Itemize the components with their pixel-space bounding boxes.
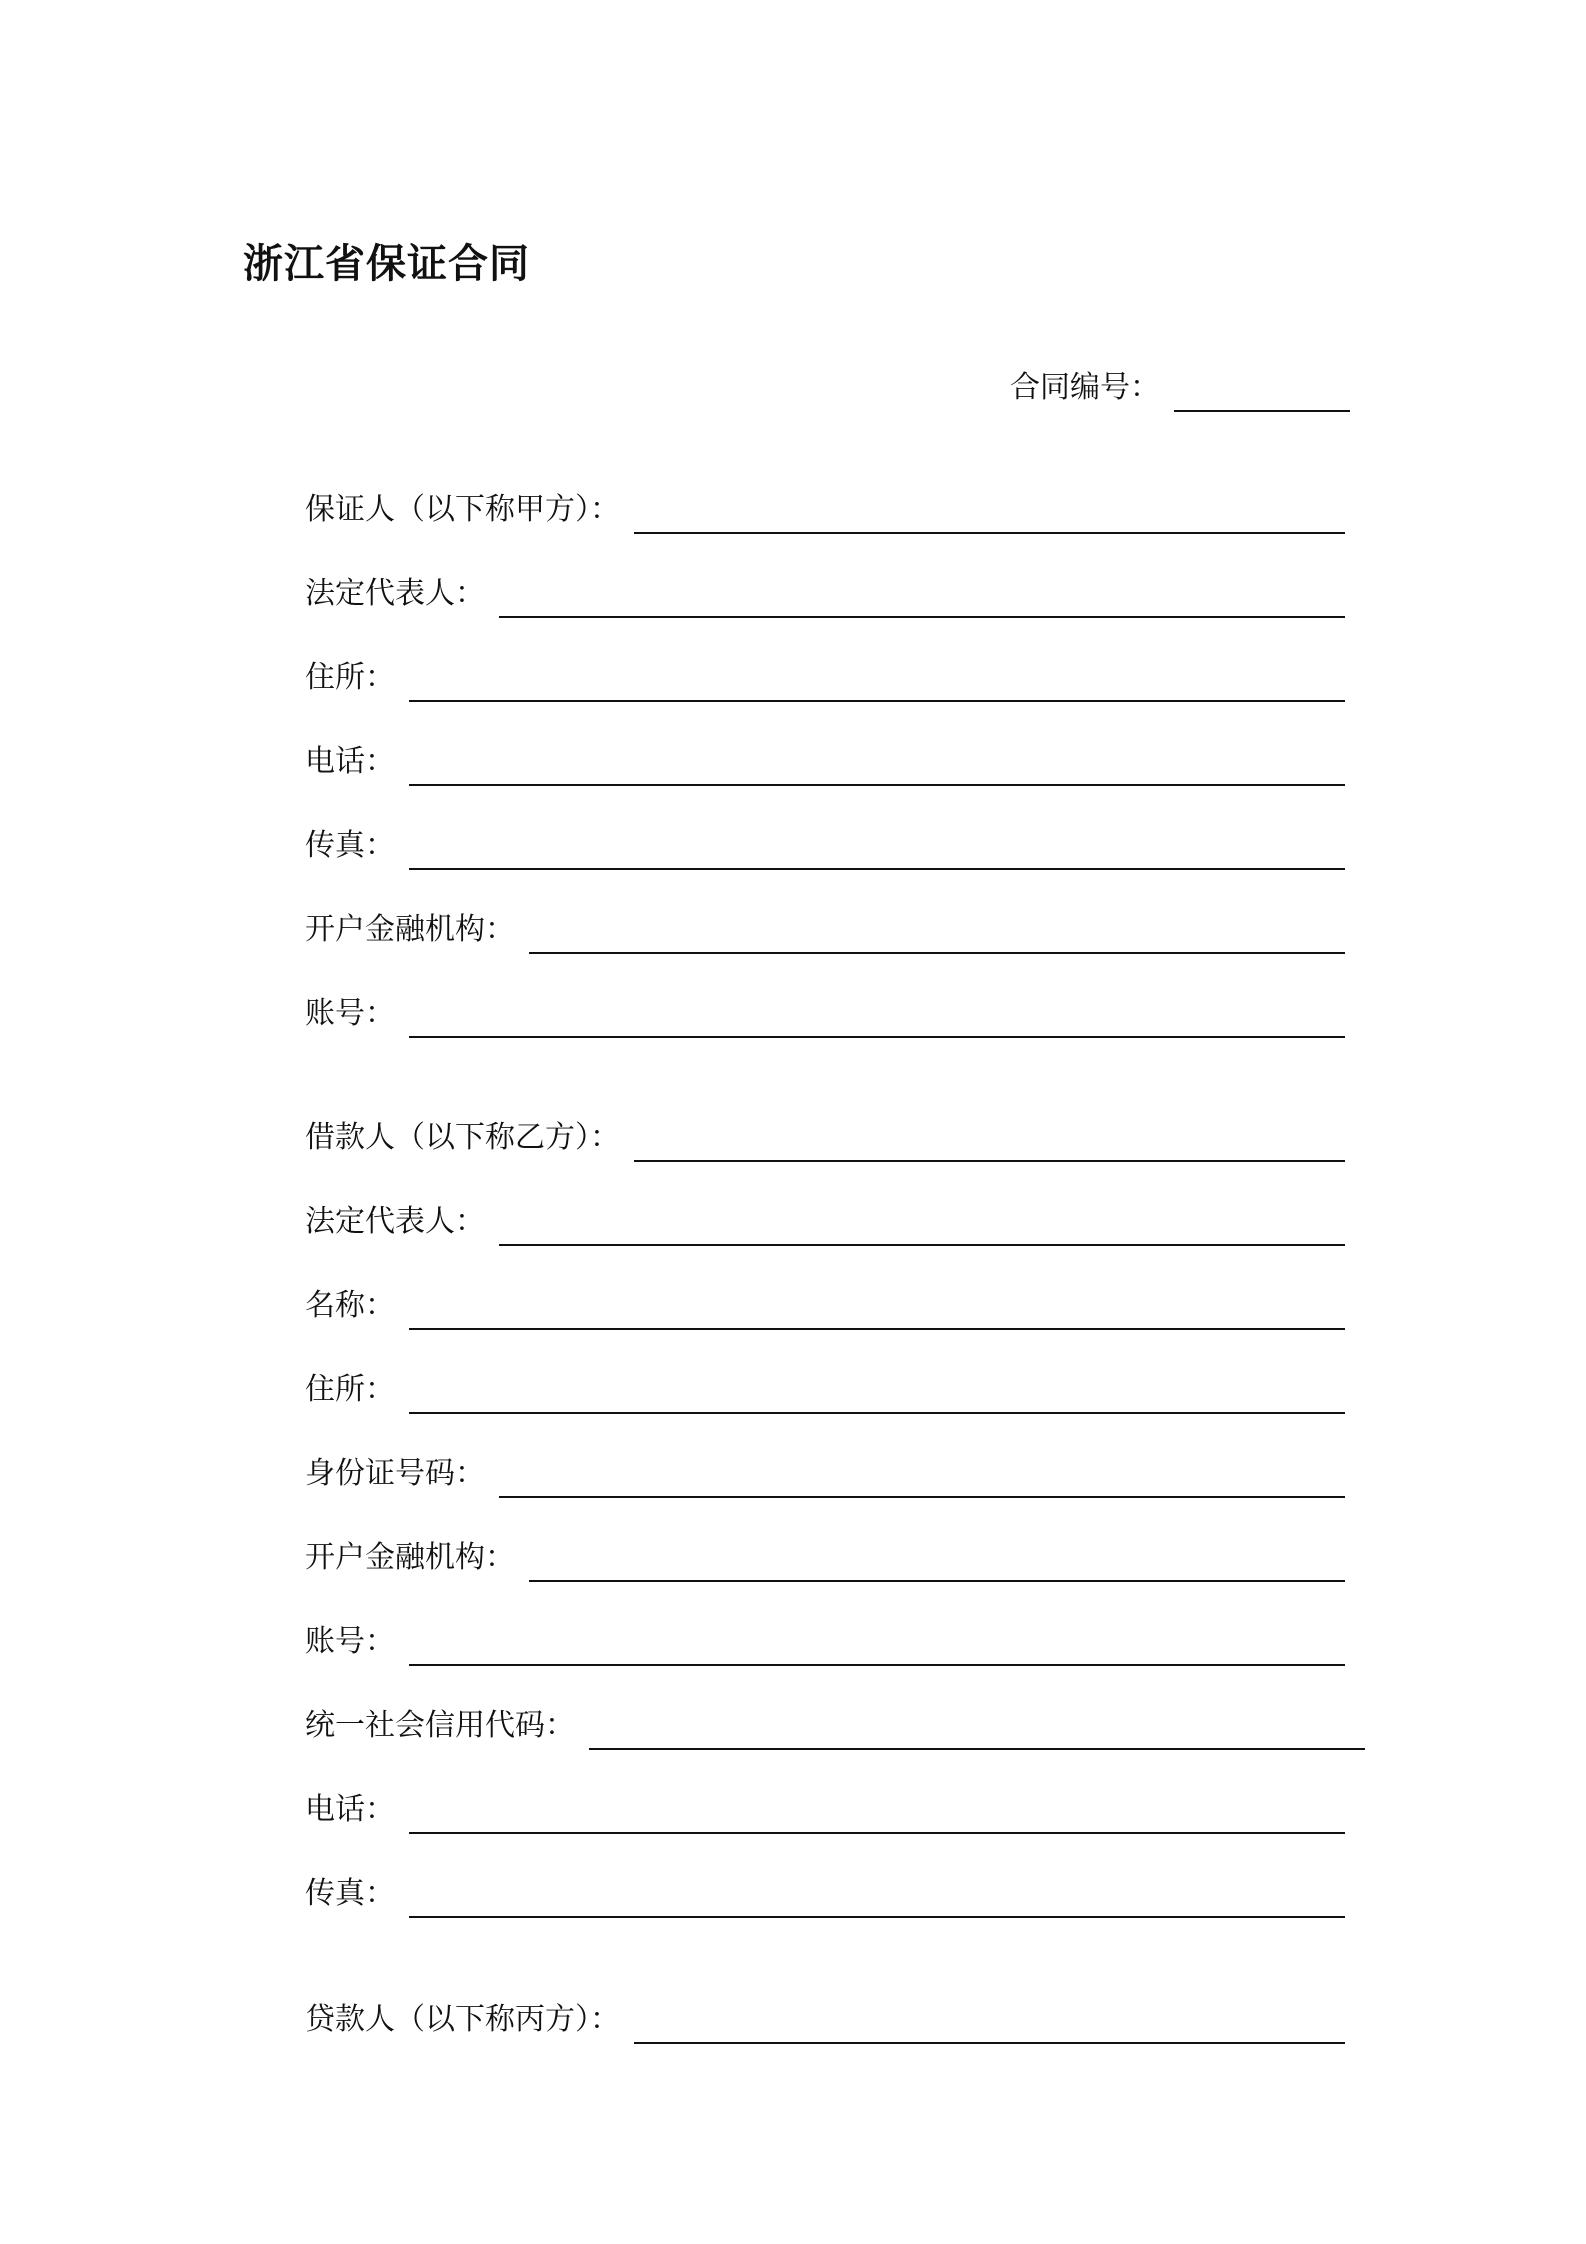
borrower-phone-label: 电话： xyxy=(305,1792,395,1827)
guarantor-address-row xyxy=(305,654,1345,702)
lender-name-blank[interactable] xyxy=(634,2042,1345,2044)
guarantor-name-blank[interactable] xyxy=(634,532,1345,534)
borrower-legal-rep-row xyxy=(305,1198,1345,1246)
borrower-fax-blank[interactable] xyxy=(409,1916,1345,1918)
borrower-name-blank[interactable] xyxy=(634,1160,1345,1162)
borrower-legal-rep-blank[interactable] xyxy=(499,1244,1345,1246)
borrower-fax-row xyxy=(305,1870,1345,1918)
borrower-address-label: 住所： xyxy=(305,1372,395,1407)
borrower-title-blank[interactable] xyxy=(409,1328,1345,1330)
borrower-legal-rep-label: 法定代表人： xyxy=(305,1204,485,1239)
guarantor-bank-label: 开户金融机构： xyxy=(305,912,515,947)
contract-number-row xyxy=(1010,364,1350,412)
borrower-title-row xyxy=(305,1282,1345,1330)
borrower-account-label: 账号： xyxy=(305,1624,395,1659)
borrower-name-row xyxy=(305,1114,1345,1162)
contract-number-label: 合同编号： xyxy=(1010,370,1160,405)
borrower-address-row xyxy=(305,1366,1345,1414)
guarantor-account-blank[interactable] xyxy=(409,1036,1345,1038)
guarantor-fax-blank[interactable] xyxy=(409,868,1345,870)
guarantor-fax-label: 传真： xyxy=(305,828,395,863)
borrower-phone-blank[interactable] xyxy=(409,1832,1345,1834)
guarantor-account-label: 账号： xyxy=(305,996,395,1031)
borrower-credit-code-blank[interactable] xyxy=(589,1748,1365,1750)
borrower-credit-code-label: 统一社会信用代码： xyxy=(305,1708,575,1743)
guarantor-phone-label: 电话： xyxy=(305,744,395,779)
contract-number-blank[interactable] xyxy=(1174,410,1350,412)
borrower-title-label: 名称： xyxy=(305,1288,395,1323)
guarantor-legal-rep-label: 法定代表人： xyxy=(305,576,485,611)
borrower-phone-row xyxy=(305,1786,1345,1834)
borrower-credit-code-row xyxy=(305,1702,1365,1750)
guarantor-name-row xyxy=(305,486,1345,534)
guarantor-bank-blank[interactable] xyxy=(529,952,1345,954)
lender-name-row xyxy=(305,1996,1345,2044)
borrower-id-number-label: 身份证号码： xyxy=(305,1456,485,1491)
guarantor-account-row xyxy=(305,990,1345,1038)
borrower-account-row xyxy=(305,1618,1345,1666)
borrower-fax-label: 传真： xyxy=(305,1876,395,1911)
lender-name-label: 贷款人（以下称丙方）： xyxy=(305,2002,620,2037)
borrower-bank-label: 开户金融机构： xyxy=(305,1540,515,1575)
borrower-address-blank[interactable] xyxy=(409,1412,1345,1414)
guarantor-legal-rep-blank[interactable] xyxy=(499,616,1345,618)
borrower-bank-blank[interactable] xyxy=(529,1580,1345,1582)
guarantor-phone-blank[interactable] xyxy=(409,784,1345,786)
borrower-account-blank[interactable] xyxy=(409,1664,1345,1666)
guarantor-address-label: 住所： xyxy=(305,660,395,695)
borrower-bank-row xyxy=(305,1534,1345,1582)
borrower-id-number-row xyxy=(305,1450,1345,1498)
borrower-name-label: 借款人（以下称乙方）： xyxy=(305,1120,620,1155)
guarantor-phone-row xyxy=(305,738,1345,786)
borrower-id-number-blank[interactable] xyxy=(499,1496,1345,1498)
guarantor-legal-rep-row xyxy=(305,570,1345,618)
guarantor-fax-row xyxy=(305,822,1345,870)
guarantor-name-label: 保证人（以下称甲方）： xyxy=(305,492,620,527)
document-title: 浙江省保证合同 xyxy=(243,241,530,287)
guarantor-bank-row xyxy=(305,906,1345,954)
guarantor-address-blank[interactable] xyxy=(409,700,1345,702)
